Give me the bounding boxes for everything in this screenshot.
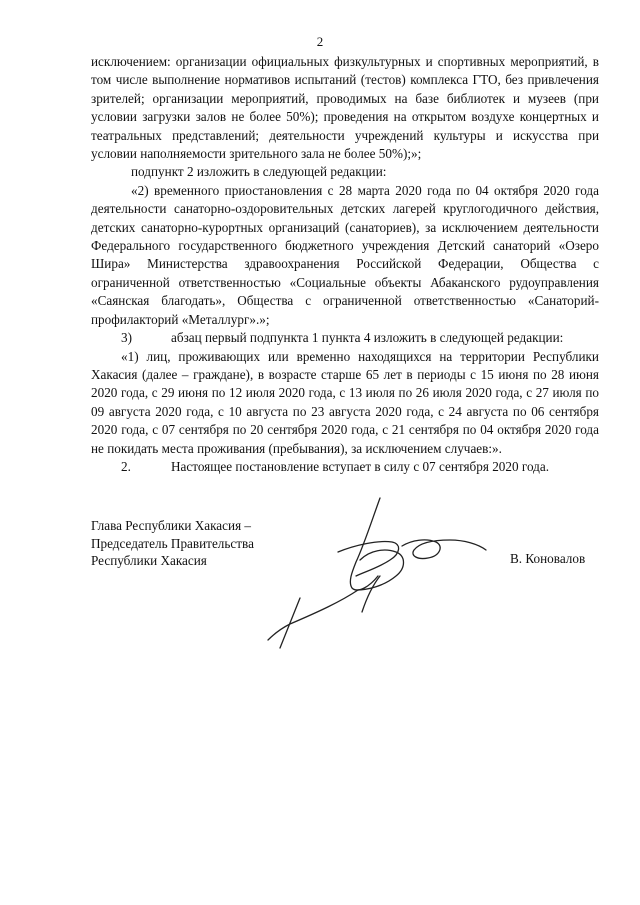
paragraph-item-2 [91, 458, 599, 476]
paragraph-subpoint-1-text: «1) лиц, проживающих или временно находящихся на территории Республики Хакасия (далее – граждане), в возрасте старше 65 лет в периоды с 15 июня по 28 июня 2020 года, с 29 июня по 12 июля 2020 года, с 13 июля по 26 июля 2020 года, с 27 июля по 09 августа 2020 года, с 10 августа по 23 августа 2020 года, с 24 августа по 06 сентября 2020 года, с 07 сентября по 20 сентября 2020 года, с 21 сентября по 04 октября 2020 года не покидать места проживания (пребывания), за исключением случаев:». [91, 348, 599, 456]
page-number: 2 [316, 34, 324, 49]
item-text-2: Настоящее постановление вступает в силу с 07 сентября 2020 года. [171, 458, 550, 474]
paragraph-subpoint-2-text: «2) временного приостановления с 28 марта 2020 года по 04 октября 2020 года деятельности санаторно-оздоровительных детских лагерей круглогодичного действия, детских санаторно-курортных организаций (санаториев), за исключением деятельности Федерального государственного бюджетного учреждения Детский санаторий «Озеро Шира» Министерства здравоохранения Российской Федерации, Общества с ограниченной ответственностью «Социальные объекты Абаканского рудоуправления «Саянская благодать», Общества с ограниченной ответственностью «Санаторий-профилакторий «Металлург».»; [91, 182, 599, 327]
paragraph-item-3 [91, 329, 599, 347]
signatory-title-line-1: Глава Республики Хакасия – [91, 518, 252, 533]
handwritten-signature [260, 490, 490, 650]
signatory-title-line-2: Председатель Правительства [91, 535, 254, 551]
paragraph-subpoint-2-intro: подпункт 2 изложить в следующей редакции: [131, 164, 387, 180]
item-text-3: абзац первый подпункта 1 пункта 4 изложить в следующей редакции: [171, 330, 564, 346]
signatory-name: В. Коновалов [510, 551, 586, 566]
signatory-title-line-3: Республики Хакасия [91, 553, 207, 568]
signatory-title [91, 517, 254, 570]
document-body [91, 53, 599, 476]
item-number-3: 3) [121, 330, 132, 346]
item-number-2: 2. [121, 458, 131, 474]
paragraph-continuation: исключением: организации официальных физкультурных и спортивных мероприятий, в том числе выполнение нормативов испытаний (тестов) комплекса ГТО, без привлечения зрителей; организации мероприятий, проводимых на базе библиотек и музеев (при условии загрузки залов не более 50%); проведения на открытом воздухе концертных и театральных представлений; деятельности учреждений культуры и искусства при условии наполняемости зрительного зала не более 50%);»; [91, 54, 599, 162]
